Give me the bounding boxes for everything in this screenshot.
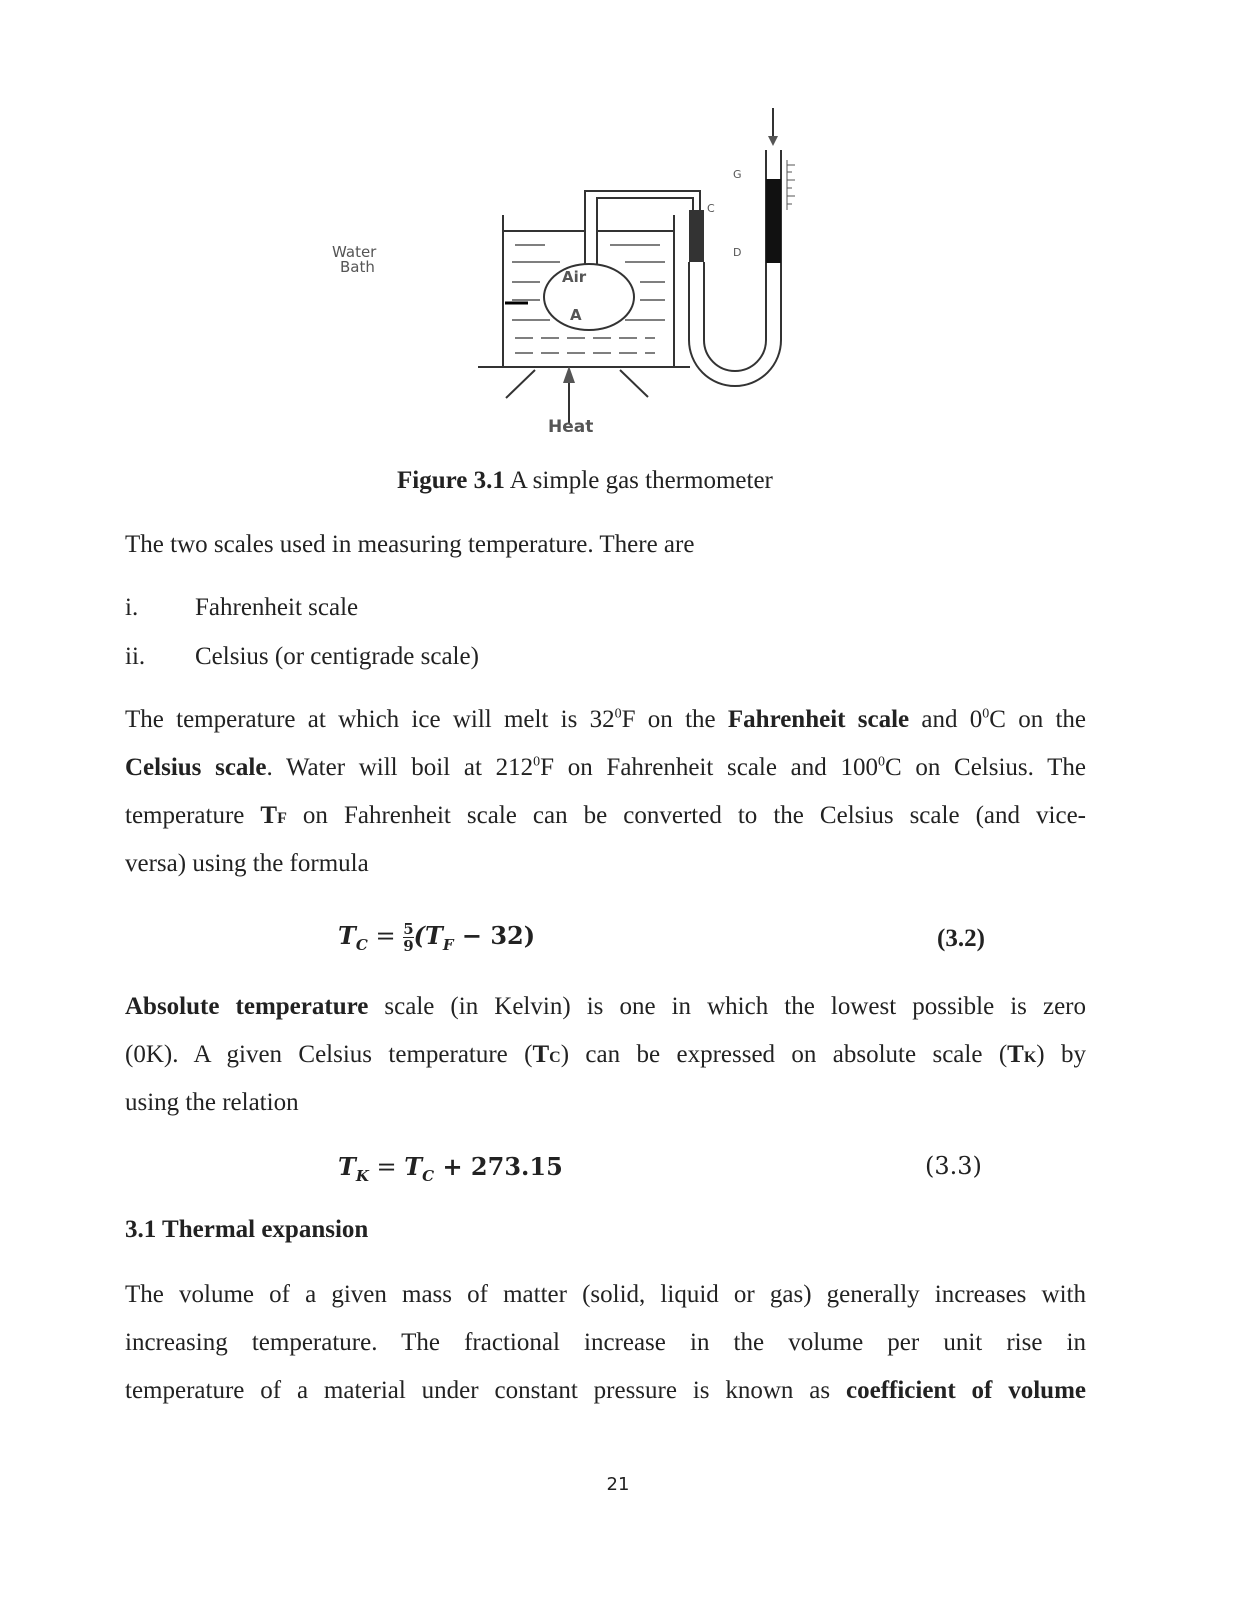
list-item: ii. Celsius (or centigrade scale) <box>125 643 479 670</box>
paragraph-line: temperature of a material under constant pressure is known as coefficient of volume <box>125 1377 1086 1404</box>
paragraph-line: increasing temperature. The fractional increase in the volume per unit rise in <box>125 1329 1086 1356</box>
paragraph-line: versa) using the formula <box>125 850 369 877</box>
label-water: Water <box>332 243 377 261</box>
equation-number: (3.3) <box>925 1152 982 1180</box>
paragraph-line: Celsius scale. Water will boil at $212^0F$ on Fahrenheit scale and $100^0C$ on Celsius. The <box>125 754 1087 781</box>
gas-thermometer-figure <box>0 0 1236 450</box>
label-a: A <box>570 306 582 324</box>
section-heading: 3.1 Thermal expansion <box>125 1216 369 1243</box>
label-air: Air <box>562 268 587 286</box>
label-heat: Heat <box>548 417 594 437</box>
label-g: G <box>733 168 742 181</box>
paragraph-line: The volume of a given mass of matter (solid, liquid or gas) generally increases with <box>125 1281 1086 1308</box>
label-d: D <box>733 246 742 259</box>
equation-3-2: $T_C$ = $\frac{5}{9}$ $(T_F - 32)$ <box>338 920 536 955</box>
paragraph-line: (0K). A given Celsius temperature (TC) can be expressed on absolute scale (TK) by <box>125 1041 1086 1068</box>
paragraph-line: Absolute temperature scale (in Kelvin) is one in which the lowest possible is zero <box>125 993 1086 1020</box>
paragraph-line: using the relation <box>125 1089 299 1116</box>
list-item: i. Fahrenheit scale <box>125 594 359 621</box>
intro-text: The two scales used in measuring temperature. There are <box>125 531 695 558</box>
paragraph-line: The temperature at which ice will melt is $32^0F$ on the Fahrenheit scale and $0^0C$ on the <box>125 706 1086 733</box>
page-number: 21 <box>606 1474 630 1495</box>
label-c: C <box>707 202 715 215</box>
figure-caption: Figure 3.1 A simple gas thermometer <box>397 467 773 494</box>
equation-number: (3.2) <box>937 925 985 952</box>
paragraph-line: temperature TF on Fahrenheit scale can be converted to the Celsius scale (and vice- <box>125 802 1087 829</box>
label-bath: Bath <box>340 258 375 276</box>
equation-3-3: $T_K = T_C + 273.15$ <box>338 1152 563 1185</box>
